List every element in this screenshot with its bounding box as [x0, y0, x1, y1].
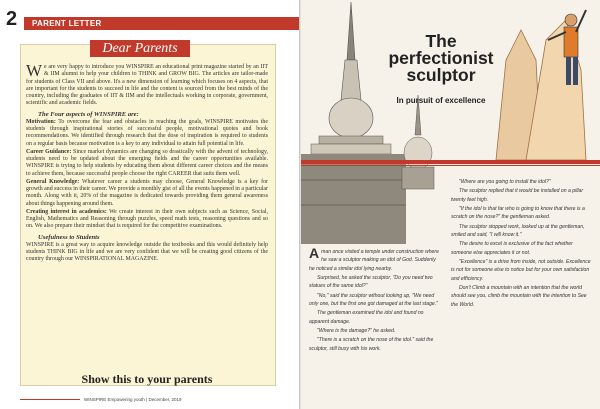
- story-paragraph: The sculptor stopped work, looked up at the gentleman, smiled and said, "I will know it.": [451, 223, 585, 239]
- interest-text: We create interest in their own subjects such as Science, Social, English, Mathematics and Reasoning through puzzles, speed math tests, reasoning questions and so on. We also prepare their mindset that is required for the competitive examinations.: [26, 208, 268, 230]
- story-column-right: [451, 178, 591, 310]
- story-paragraph: The desire to excel is exclusive of the fact whether someone else appreciates it or not.: [451, 241, 573, 256]
- small-stupa-illustration: [396, 95, 441, 190]
- footer-rule: [20, 399, 80, 400]
- page-header: [0, 8, 299, 32]
- page-number: 2: [6, 8, 18, 30]
- story-text: man once visited a temple under construction where he saw a sculptor making an idol of God. Suddenly he noticed a similar idol lying nearby.: [309, 249, 439, 272]
- footer-text: WINSPIRE Empowering youth | December, 2019: [84, 397, 182, 402]
- story-paragraph: The sculptor replied that it would be installed on a pillar twenty feet high.: [451, 188, 584, 203]
- story-column-left: [309, 245, 439, 354]
- right-page: [301, 0, 600, 409]
- usefulness-paragraph: WINSPIRE is a great way to acquire knowledge outside the textbooks and this would definitely help students THINK BIG in life and we are very confident that we will be creating good citizens of the country through our WINSPIRATIONAL MAGAZINE.: [26, 241, 268, 263]
- story-paragraph: The gentleman examined the idol and found no apparent damage.: [309, 310, 424, 325]
- story-paragraph: [309, 245, 439, 273]
- story-subtitle: In pursuit of excellence: [396, 96, 486, 105]
- knowledge-label: General Knowledge:: [26, 178, 80, 185]
- closing-line: Show this to your parents: [81, 372, 213, 386]
- aspects-heading: The Four aspects of WINSPIRE are:: [38, 110, 139, 118]
- story-paragraph: Surprised, he asked the sculptor, "Do you need two statues of the same idol?": [309, 275, 433, 290]
- interest-label: Creating interest in academics:: [26, 208, 107, 215]
- dropcap: W: [26, 61, 43, 80]
- knowledge-paragraph: [26, 179, 268, 208]
- story-paragraph: "Excellence" is a drive from inside, not outside. Excellence is not for someone else to notice but for your own satisfaction and efficiency.: [451, 259, 591, 282]
- career-label: Career Guidance:: [26, 148, 72, 155]
- intro-paragraph: [26, 61, 268, 108]
- usefulness-heading: Usefulness to Students: [38, 233, 100, 241]
- left-page: [0, 0, 299, 409]
- story-divider-thin: [301, 165, 600, 166]
- motivation-text: To overcome the fear and obstacles in reaching the goals, WINSPIRE motivates the students through inspirational stories of successful people, motivational quotes and book recommendations. We identified through research that the dose of inspiration is required to students on a regular basis because motivation is a key to any individual to attain full potential in life.: [26, 118, 268, 147]
- sculptor-illustration: [486, 0, 600, 160]
- letter-body: [26, 61, 268, 265]
- interest-paragraph: [26, 209, 268, 231]
- motivation-paragraph: [26, 119, 268, 148]
- motivation-label: Motivation:: [26, 118, 56, 125]
- story-paragraph: "There is a scratch on the nose of the idol." said the sculptor, still busy with his work.: [309, 337, 434, 352]
- career-text: Since market dynamics are changing so drastically with the advent of technology, students need to be updated about the emerging fields and the career opportunities available. WINSPIRE is trying to help students by educating them about different career choices and the means to achieve them, because successful people choose the right CAREER that suits them well.: [26, 148, 268, 177]
- story-divider: [301, 160, 600, 164]
- career-paragraph: [26, 149, 268, 178]
- knowledge-text: Whatever career a students may choose, General Knowledge is a key for growth and success in their career. We provide a monthly gist of all the events happened in a particular month. Along with it, 20% of the magazine is dedicated towards providing them general awareness about things happening around them.: [26, 178, 268, 207]
- letter-title: Dear Parents: [90, 40, 190, 57]
- story-dropcap: A: [309, 245, 320, 261]
- story-paragraph: "No," said the sculptor without looking up, "We need only one, but the first one got damaged at the last stage.": [309, 292, 438, 308]
- story-title: The perfectionist sculptor: [388, 31, 494, 85]
- story-paragraph: Don't Climb a mountain with an intention that the world should see you, climb the mountain with the intention to See the World.: [451, 285, 587, 308]
- story-paragraph: "If the idol is that far who is going to know that there is a scratch on the nose?" the gentleman asked.: [451, 206, 585, 221]
- section-label: PARENT LETTER: [32, 19, 102, 28]
- story-paragraph: "Where is the damage?" he asked.: [317, 328, 396, 335]
- intro-text: e are very happy to introduce you WINSPIRE an educational print magazine started by an IIT & IIM alumni to help your children to THINK and GROW BIG. The articles are tailor-made for students of Class VII and above. It's a new dimension of learning which focuses on 4 aspects, that are important for the students to succeed in life and the content is sourced from the best minds of the country, including the graduates of IIT & IIM and the intellectuals working in corporate, government, scientific and academic fields.: [26, 64, 268, 107]
- page-footer: [20, 395, 299, 405]
- story-paragraph: "Where are you going to install the idol?": [459, 179, 551, 185]
